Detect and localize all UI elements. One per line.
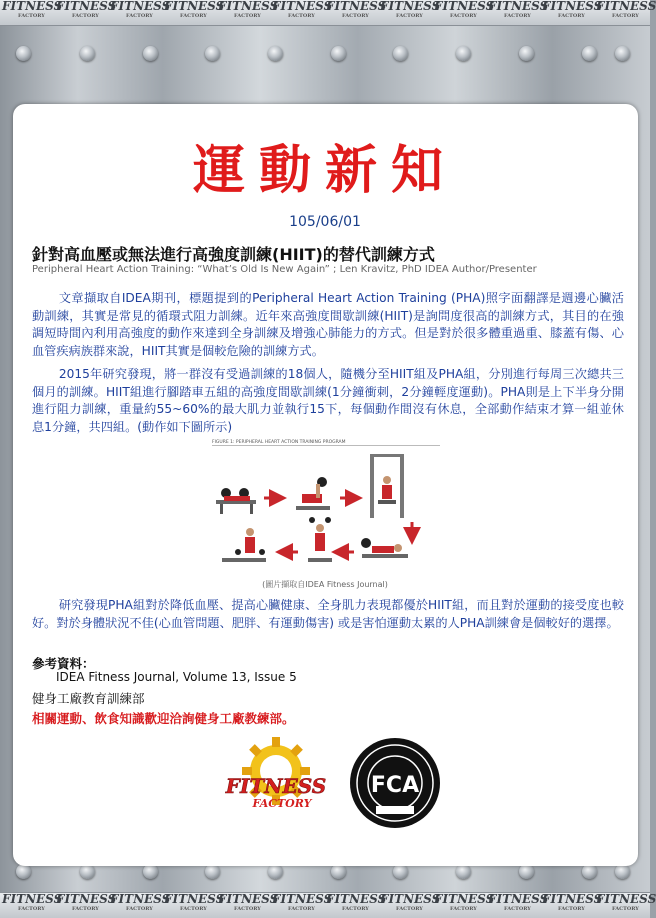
rivet-icon (16, 46, 31, 61)
strip-logo: FITNESS FACTORY (218, 0, 279, 19)
department-name: 健身工廠教育訓練部 (32, 691, 145, 706)
exercise-squat-icon (222, 528, 266, 562)
contact-note: 相關運動、飲食知識歡迎洽詢健身工廠教練部。 (32, 711, 295, 726)
rivet-icon (331, 46, 346, 61)
bottom-logo-strip (0, 892, 656, 918)
rivet-icon (268, 864, 283, 879)
figure-caption: (圖片擷取自IDEA Fitness Journal) (262, 580, 388, 589)
article-source-line: Peripheral Heart Action Training: “What’s Old Is New Again” ; Len Kravitz, PhD IDEA Author/Presenter (32, 264, 537, 275)
publish-date: 105/06/01 (289, 214, 361, 230)
rivet-icon (582, 46, 597, 61)
strip-logo: FITNESS FACTORY (434, 0, 495, 19)
figure-heading: FIGURE 1: PERIPHERAL HEART ACTION TRAINING PROGRAM (212, 440, 440, 446)
strip-logo: FITNESS FACTORY (380, 892, 441, 912)
strip-logo: FITNESS FACTORY (542, 0, 603, 19)
rivet-icon (143, 864, 158, 879)
rivet-icon (615, 864, 630, 879)
rivet-icon (143, 46, 158, 61)
article-headline: 針對高血壓或無法進行高強度訓練(HIIT)的替代訓練方式 (32, 245, 435, 264)
paragraph-conclusion: 研究發現PHA組對於降低血壓、提高心臟健康、全身肌力表現都優於HIIT組，而且對於運動的接受度也較好。對於身體狀況不佳(心血管問題、肥胖、有運動傷害) 或是害怕運動太累的人PHA訓練會是個較好的選擇。 (32, 598, 624, 630)
exercise-bench-press-icon (216, 488, 256, 514)
strip-logo: FITNESS FACTORY (56, 892, 117, 912)
rivet-icon (205, 46, 220, 61)
exercise-figure (212, 440, 440, 586)
rivet-icon (393, 864, 408, 879)
reference-item: IDEA Fitness Journal, Volume 13, Issue 5 (56, 670, 297, 684)
page-title: 運動新知 (192, 141, 457, 201)
rivet-icon (80, 864, 95, 879)
strip-logo: FITNESS FACTORY (164, 892, 225, 912)
exercise-lat-pulldown-icon (370, 454, 404, 518)
strip-logo: FITNESS FACTORY (326, 0, 387, 19)
fitness-factory-logo (226, 735, 326, 815)
paragraph-intro: 文章擷取自IDEA期刊，標題提到的Peripheral Heart Action Training (PHA)照字面翻譯是週邊心臟活動訓練，其實是常見的循環式阻力訓練。近年來高強度間歇訓練(HIIT)是詢問度很高的訓練方式，其目的在強調短時間內利用高強度的動作來達到全身訓練及增強心肺能力的方式。但是對於很多體重過重、膝蓋有傷、心血管疾病族群來說，HIIT其實是個較危險的訓練方式。 (32, 291, 624, 358)
strip-logo: FITNESS FACTORY (272, 0, 333, 19)
svg-text:FCA: FCA (370, 773, 420, 798)
rivet-icon (16, 864, 31, 879)
svg-text:FACTORY: FACTORY (252, 797, 312, 810)
paragraph-study: 2015年研究發現，將一群沒有受過訓練的18個人，隨機分至HIIT組及PHA組，分別進行每周三次總共三個月的訓練。HIIT組進行腳踏車五組的高強度間歇訓練(1分鐘衝刺，2分鐘輕度運動)。PHA則是上下半身分開進行阻力訓練，重量約55~60%的最大肌力並執行15下，每個動作間沒有休息，全部動作結束才算一組並休息1分鐘，共四組。(動作如下圖所示) (32, 367, 624, 434)
strip-logo: FITNESS FACTORY (380, 0, 441, 19)
rivet-icon (519, 46, 534, 61)
strip-logo: FITNESS FACTORY (2, 892, 63, 912)
references-heading: 參考資料： (32, 656, 95, 671)
strip-logo: FITNESS FACTORY (542, 892, 603, 912)
rivet-icon (268, 46, 283, 61)
strip-logo: FITNESS FACTORY (488, 892, 549, 912)
strip-logo: FITNESS FACTORY (110, 892, 171, 912)
exercise-leg-curl-icon (361, 538, 408, 558)
strip-logo: FITNESS FACTORY (596, 892, 656, 912)
strip-logo: FITNESS FACTORY (56, 0, 117, 19)
top-logo-strip (0, 0, 656, 26)
rivet-icon (582, 864, 597, 879)
exercise-illustration (212, 446, 440, 576)
rivet-icon (615, 46, 630, 61)
strip-logo: FITNESS FACTORY (434, 892, 495, 912)
rivet-icon (331, 864, 346, 879)
exercise-shoulder-press-icon (308, 517, 332, 562)
rivet-icon (456, 864, 471, 879)
strip-logo: FITNESS FACTORY (218, 892, 279, 912)
rivet-icon (205, 864, 220, 879)
svg-text:FITNESS: FITNESS (225, 774, 327, 798)
strip-logo: FITNESS FACTORY (272, 892, 333, 912)
strip-logo: FITNESS FACTORY (326, 892, 387, 912)
strip-logo: FITNESS FACTORY (488, 0, 549, 19)
rivet-icon (519, 864, 534, 879)
strip-logo: FITNESS FACTORY (110, 0, 171, 19)
strip-logo: FITNESS FACTORY (164, 0, 225, 19)
rivet-icon (80, 46, 95, 61)
rivet-icon (456, 46, 471, 61)
rivet-icon (393, 46, 408, 61)
exercise-leg-press-icon (296, 477, 330, 510)
strip-logo: FITNESS FACTORY (596, 0, 656, 19)
strip-logo: FITNESS FACTORY (2, 0, 63, 19)
fca-seal-logo (348, 736, 442, 830)
